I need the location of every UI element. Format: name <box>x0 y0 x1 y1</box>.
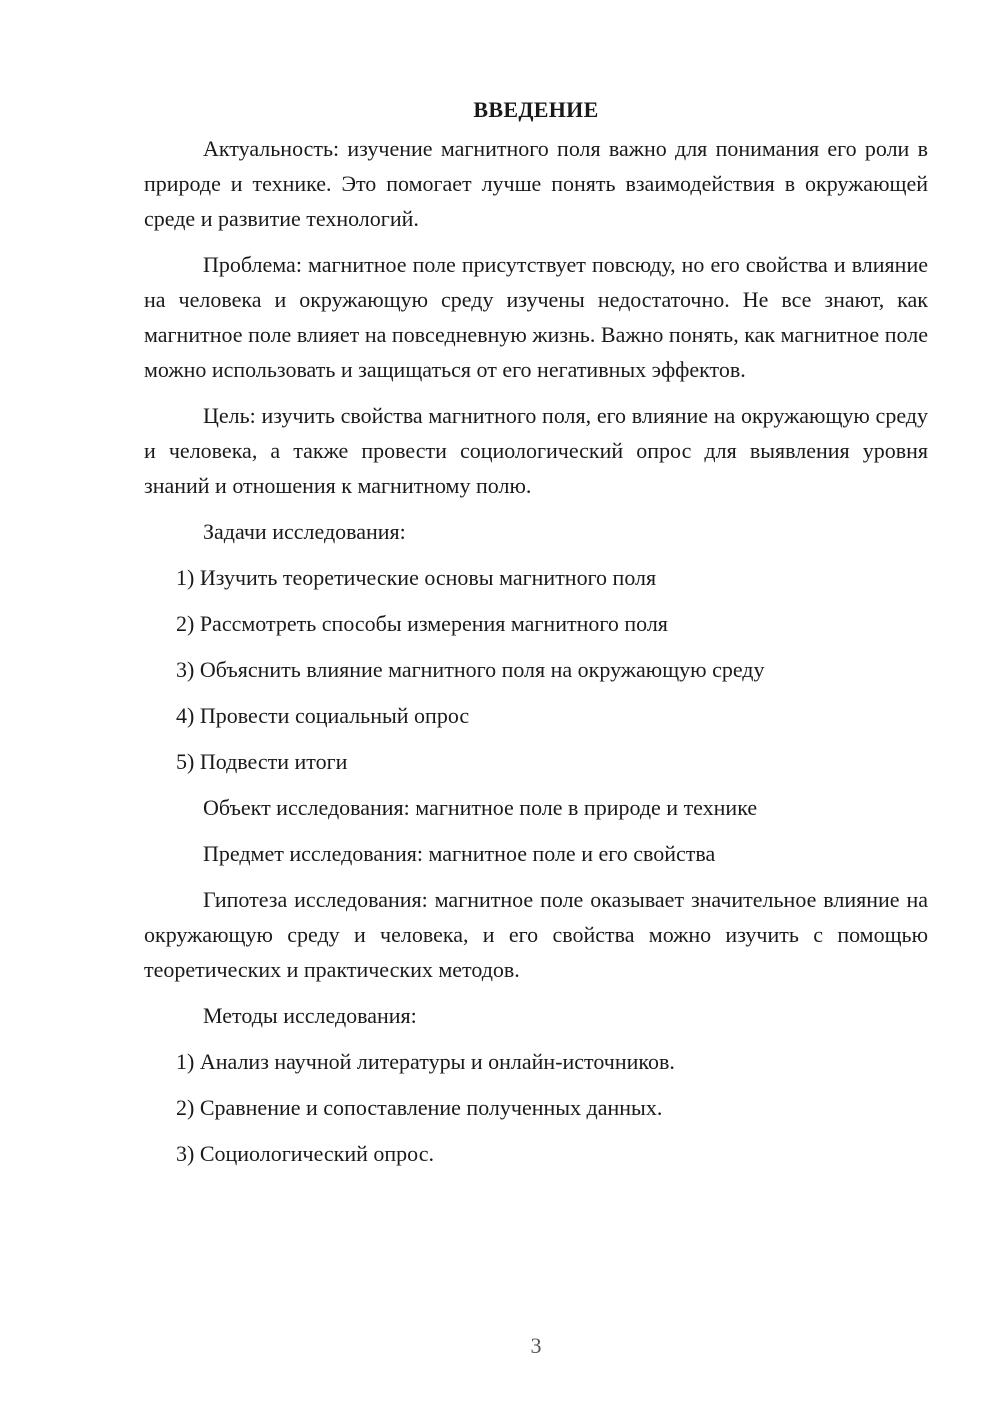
task-item: 3) Объяснить влияние магнитного поля на окружающую среду <box>176 657 765 682</box>
tasks-heading: Задачи исследования: <box>203 519 406 544</box>
problem-paragraph: Проблема: магнитное поле присутствует повсюду, но его свойства и влияние на человека и окружающую среду изучены недостаточно. Не все знают, как магнитное поле влияет на повседневную жизнь. Важно понять, как магнитное поле можно использовать и защищаться от его негативных эффектов. <box>144 252 928 382</box>
document-page <box>144 92 928 1171</box>
task-item: 2) Рассмотреть способы измерения магнитного поля <box>176 611 668 636</box>
page-number: 3 <box>530 1333 542 1358</box>
methods-heading: Методы исследования: <box>203 1003 417 1028</box>
relevance-paragraph: Актуальность: изучение магнитного поля важно для понимания его роли в природе и технике. Это помогает лучше понять взаимодействия в окружающей среде и развитие технологий. <box>144 136 928 231</box>
task-item: 1) Изучить теоретические основы магнитного поля <box>176 565 657 590</box>
goal-paragraph: Цель: изучить свойства магнитного поля, его влияние на окружающую среду и человека, а также провести социологический опрос для выявления уровня знаний и отношения к магнитному полю. <box>144 403 928 498</box>
object-paragraph: Объект исследования: магнитное поле в природе и технике <box>203 795 758 820</box>
section-title: ВВЕДЕНИЕ <box>473 97 599 122</box>
subject-paragraph: Предмет исследования: магнитное поле и его свойства <box>203 841 716 866</box>
task-item: 4) Провести социальный опрос <box>176 703 470 728</box>
hypothesis-paragraph: Гипотеза исследования: магнитное поле оказывает значительное влияние на окружающую среду и человека, и его свойства можно изучить с помощью теоретических и практических методов. <box>144 887 928 982</box>
method-item: 1) Анализ научной литературы и онлайн-источников. <box>176 1049 675 1074</box>
task-item: 5) Подвести итоги <box>176 749 348 774</box>
method-item: 3) Социологический опрос. <box>176 1141 434 1166</box>
method-item: 2) Сравнение и сопоставление полученных данных. <box>176 1095 663 1120</box>
